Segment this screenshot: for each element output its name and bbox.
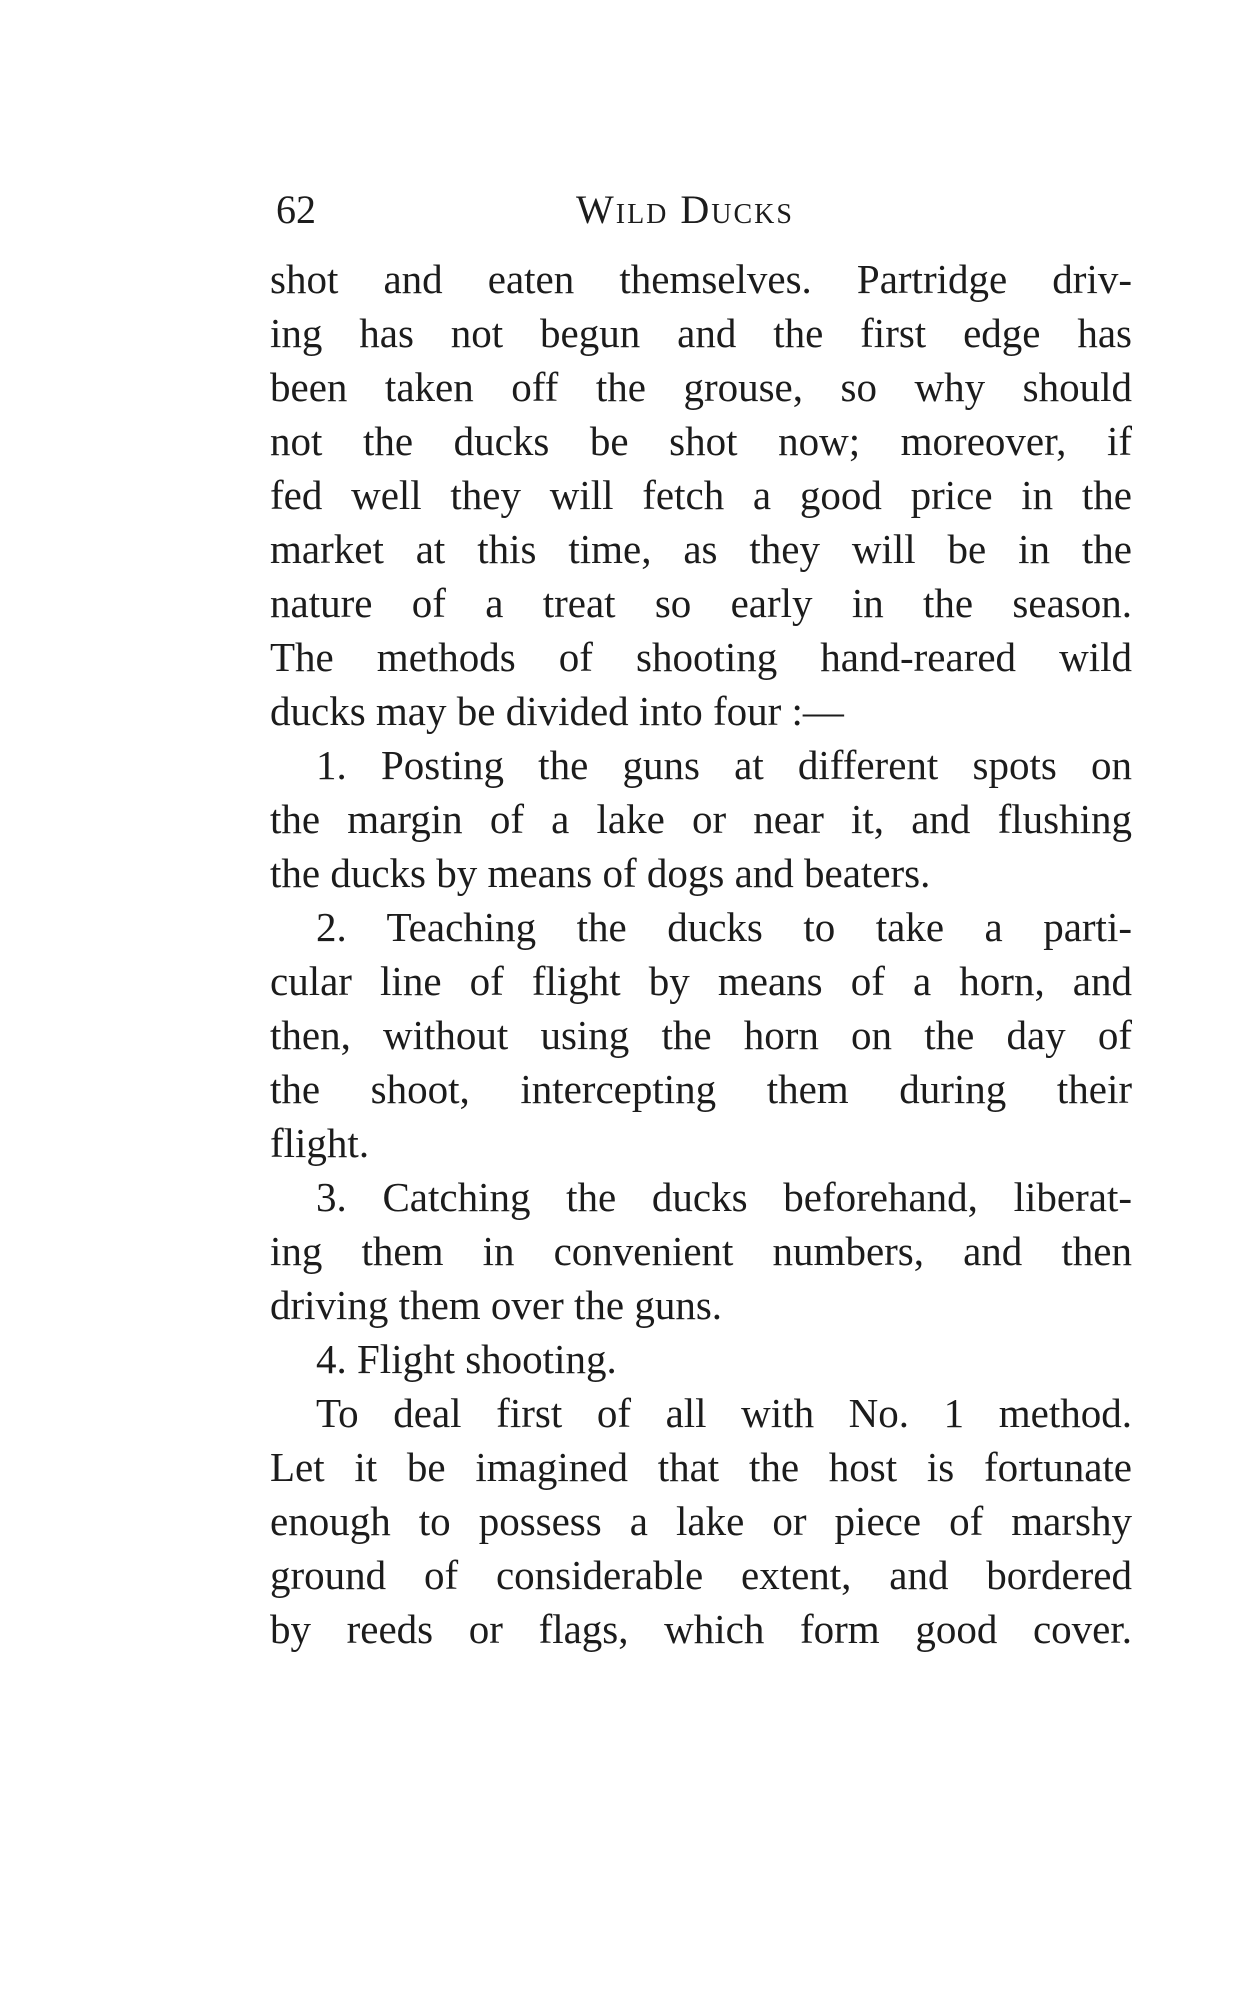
text-line: ing them in convenient numbers, and then (270, 1228, 1132, 1274)
text-line: cular line of flight by means of a horn, and (270, 958, 1132, 1004)
text-line: nature of a treat so early in the season. (270, 580, 1132, 626)
text-line: the ducks by means of dogs and beaters. (270, 850, 931, 896)
body-text (270, 252, 1132, 1656)
page-number: 62 (276, 187, 316, 232)
text-line: 4. Flight shooting. (316, 1336, 617, 1382)
text-line: fed well they will fetch a good price in the (270, 472, 1132, 518)
text-line: shot and eaten themselves. Partridge driv- (270, 256, 1132, 302)
text-line: by reeds or flags, which form good cover. (270, 1606, 1132, 1652)
text-line: market at this time, as they will be in the (270, 526, 1132, 572)
running-title: Wild Ducks (576, 187, 794, 232)
text-line: ducks may be divided into four :— (270, 688, 844, 734)
text-line: been taken off the grouse, so why should (270, 364, 1132, 410)
text-line: the shoot, intercepting them during their (270, 1066, 1132, 1112)
text-line: The methods of shooting hand-reared wild (270, 634, 1132, 680)
text-line: ground of considerable extent, and bordered (270, 1552, 1132, 1598)
text-line: Let it be imagined that the host is fortunate (270, 1444, 1132, 1490)
text-line: driving them over the guns. (270, 1282, 723, 1328)
text-line: not the ducks be shot now; moreover, if (270, 418, 1132, 464)
text-line: flight. (270, 1120, 370, 1166)
text-line: enough to possess a lake or piece of marshy (270, 1498, 1132, 1544)
text-line: the margin of a lake or near it, and flushing (270, 796, 1132, 842)
text-line: 2. Teaching the ducks to take a parti- (316, 904, 1132, 950)
text-line: 3. Catching the ducks beforehand, liberat- (316, 1174, 1132, 1220)
text-line: then, without using the horn on the day of (270, 1012, 1132, 1058)
running-head (276, 180, 1126, 240)
text-line: ing has not begun and the first edge has (270, 310, 1132, 356)
text-line: To deal first of all with No. 1 method. (316, 1390, 1132, 1436)
text-line: 1. Posting the guns at different spots on (316, 742, 1132, 788)
